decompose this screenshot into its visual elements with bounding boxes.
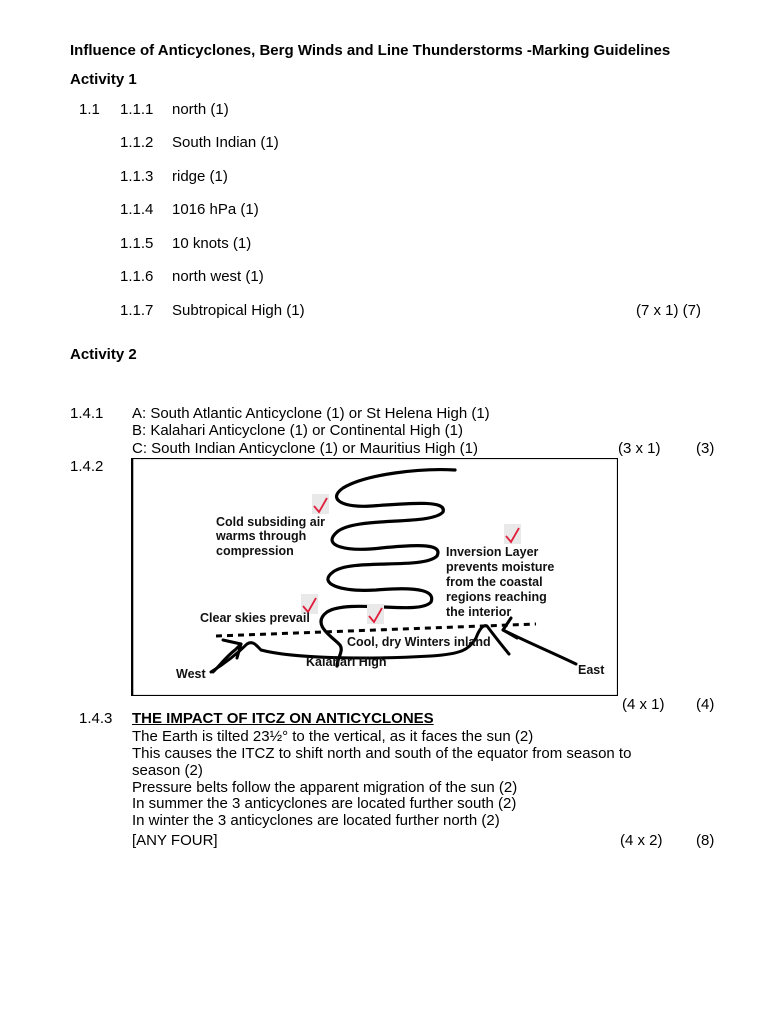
item-answer: north west (1) [172, 268, 264, 285]
marks-calc: (4 x 1) [622, 696, 665, 713]
label-inversion: Inversion Layer [446, 545, 539, 559]
marks-allocation: (7 x 1) (7) [636, 302, 702, 319]
question-number: 1.4.2 [70, 458, 104, 475]
label-kalahari-high: Kalahari High [306, 655, 387, 669]
item-number: 1.1.3 [120, 168, 154, 185]
label-clear-skies: Clear skies prevail [200, 611, 310, 625]
label-inversion: from the coastal [446, 575, 543, 589]
label-inversion: regions reaching [446, 590, 547, 604]
item-number: 1.1.5 [120, 235, 154, 252]
marks-total: (8) [696, 832, 715, 849]
answer-line: A: South Atlantic Anticyclone (1) or St Helena High (1) [132, 405, 490, 422]
answer-line: Pressure belts follow the apparent migration of the sun (2) [132, 779, 518, 796]
label-east: East [578, 663, 605, 677]
item-number: 1.1.6 [120, 268, 154, 285]
answer-line: In winter the 3 anticyclones are located further north (2) [132, 812, 500, 829]
marks-calc: (3 x 1) [618, 440, 661, 457]
label-cold-air: compression [216, 544, 294, 558]
page-title: Influence of Anticyclones, Berg Winds and Line Thunderstorms -Marking Guidelines [70, 42, 671, 59]
label-cold-air: warms through [216, 529, 307, 543]
item-number: 1.1.1 [120, 101, 154, 118]
section-heading: THE IMPACT OF ITCZ ON ANTICYCLONES [132, 710, 434, 727]
answer-line: C: South Indian Anticyclone (1) or Mauritius High (1) [132, 440, 478, 457]
item-answer: Subtropical High (1) [172, 302, 305, 319]
item-number: 1.1.2 [120, 134, 154, 151]
answer-line: B: Kalahari Anticyclone (1) or Continental High (1) [132, 422, 463, 439]
question-number: 1.4.3 [79, 710, 113, 727]
marks-total: (3) [696, 440, 715, 457]
activity-2-heading: Activity 2 [70, 346, 137, 363]
label-cold-air: Cold subsiding air [216, 515, 326, 529]
anticyclone-diagram [131, 458, 618, 696]
item-answer: ridge (1) [172, 168, 228, 185]
label-inversion: the interior [446, 605, 512, 619]
answer-line: [ANY FOUR] [132, 832, 218, 849]
item-answer: 10 knots (1) [172, 235, 252, 252]
answer-line: The Earth is tilted 23½° to the vertical, as it faces the sun (2) [132, 728, 534, 745]
label-cool-dry: Cool, dry Winters inland [347, 635, 491, 649]
answer-line: This causes the ITCZ to shift north and south of the equator from season to [132, 745, 632, 762]
marks-total: (4) [696, 696, 715, 713]
section-number: 1.1 [79, 101, 100, 118]
item-number: 1.1.4 [120, 201, 154, 218]
item-answer: 1016 hPa (1) [172, 201, 259, 218]
activity-1-heading: Activity 1 [70, 71, 137, 88]
label-west: West [176, 667, 206, 681]
answer-line: In summer the 3 anticyclones are located further south (2) [132, 795, 517, 812]
item-number: 1.1.7 [120, 302, 154, 319]
item-answer: north (1) [172, 101, 229, 118]
label-inversion: prevents moisture [446, 560, 555, 574]
question-number: 1.4.1 [70, 405, 104, 422]
marks-calc: (4 x 2) [620, 832, 663, 849]
answer-line: season (2) [132, 762, 203, 779]
item-answer: South Indian (1) [172, 134, 279, 151]
